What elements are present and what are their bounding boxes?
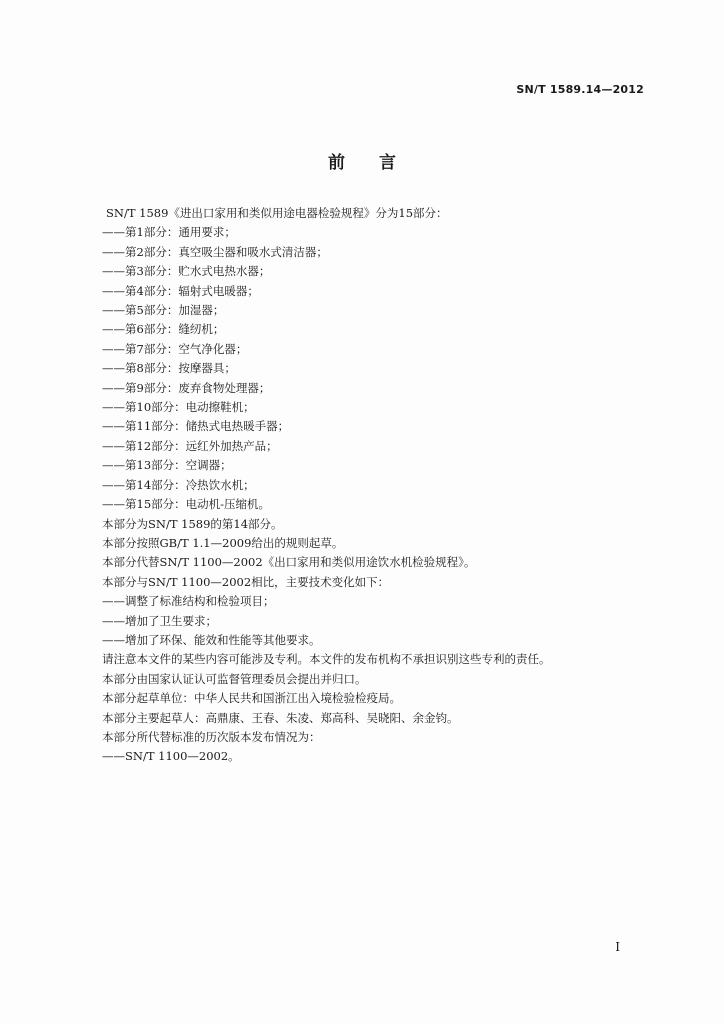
list-item: ——第2部分：真空吸尘器和吸水式清洁器； — [102, 244, 328, 259]
statement-line: ——调整了标准结构和检验项目； — [102, 594, 275, 609]
statement-line: 本部分由国家认证认可监督管理委员会提出并归口。 — [102, 671, 367, 686]
list-item: ——第8部分：按摩器具； — [102, 361, 236, 376]
statement-line: 本部分与SN/T 1100—2002相比，主要技术变化如下： — [102, 574, 390, 589]
list-item: ——第12部分：远红外加热产品； — [102, 438, 278, 453]
list-item: ——第10部分：电动擦鞋机； — [102, 400, 255, 415]
statement-line: 本部分主要起草人：高鼎康、王春、朱凌、郑高科、吴晓阳、余金钧。 — [102, 710, 459, 725]
page-title: 前言 — [328, 153, 430, 173]
intro-paragraph: SN/T 1589《进出口家用和类似用途电器检验规程》分为15部分： — [106, 206, 448, 220]
parts-list — [104, 223, 644, 514]
standard-code: SN/T 1589.14—2012 — [516, 83, 644, 96]
statement-line: ——增加了环保、能效和性能等其他要求。 — [102, 632, 321, 647]
list-item: ——第11部分：储热式电热暖手器； — [102, 419, 290, 434]
statement-line: 本部分按照GB/T 1.1—2009给出的规则起草。 — [102, 535, 344, 550]
foreword-body — [104, 204, 644, 767]
statement-line: 本部分所代替标准的历次版本发布情况为： — [102, 729, 321, 744]
statements-list — [104, 515, 644, 767]
statement-line: 请注意本文件的某些内容可能涉及专利。本文件的发布机构不承担识别这些专利的责任。 — [102, 652, 551, 667]
statement-line: 本部分代替SN/T 1100—2002《出口家用和类似用途饮水机检验规程》。 — [102, 555, 476, 570]
list-item: ——第1部分：通用要求； — [102, 225, 236, 240]
list-item: ——第13部分：空调器； — [102, 458, 232, 473]
list-item: ——第4部分：辐射式电暖器； — [102, 283, 259, 298]
statement-line: ——SN/T 1100—2002。 — [102, 749, 240, 764]
list-item: ——第3部分：贮水式电热水器； — [102, 264, 271, 279]
page-number: I — [615, 940, 620, 954]
list-item: ——第5部分：加湿器； — [102, 303, 225, 318]
list-item: ——第15部分：电动机-压缩机。 — [102, 497, 271, 512]
list-item: ——第9部分：废弃食物处理器； — [102, 380, 271, 395]
statement-line: 本部分为SN/T 1589的第14部分。 — [102, 516, 283, 531]
list-item: ——第7部分：空气净化器； — [102, 341, 248, 356]
list-item: ——第6部分：缝纫机； — [102, 322, 225, 337]
statement-line: ——增加了卫生要求； — [102, 613, 217, 628]
statement-line: 本部分起草单位：中华人民共和国浙江出入境检验检疫局。 — [102, 691, 401, 706]
list-item: ——第14部分：冷热饮水机； — [102, 477, 255, 492]
